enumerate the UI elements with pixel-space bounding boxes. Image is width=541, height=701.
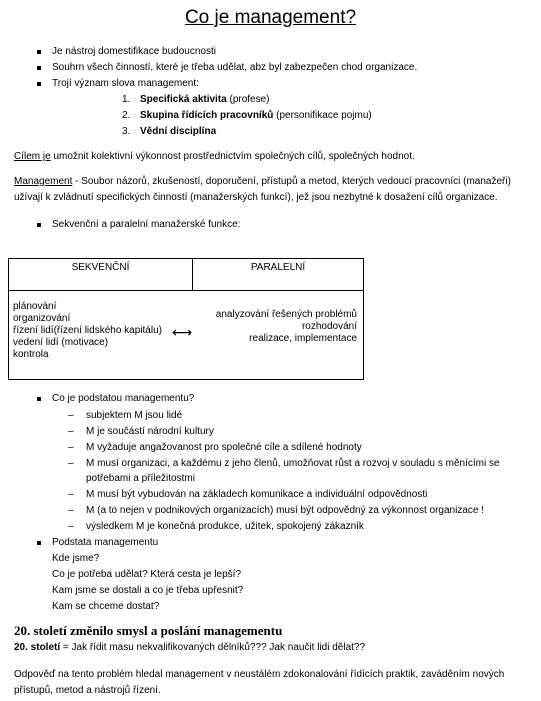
functions-table-body — [9, 291, 364, 380]
sequential-item: řízení lidí(řízení lidského kapitálu) — [13, 325, 162, 336]
parallel-item: rozhodování — [301, 321, 357, 332]
double-arrow-icon: ⟷ — [172, 324, 193, 340]
sequential-item: plánování — [13, 301, 57, 312]
sequential-item: vedení lidí (motivace) — [13, 337, 109, 348]
answer-line-2: přístupů, metod a nástrojů řízení. — [14, 685, 161, 696]
essence-heading-bullet: Podstata managementu — [52, 537, 159, 548]
functions-table-cell — [9, 291, 364, 380]
parallel-list — [216, 309, 357, 345]
essence-item: – M (a to nejen v podnikových organizacích) musí být odpovědný za výkonnost organizace ! — [86, 504, 484, 517]
definition-text: - Soubor názorů, zkušeností, doporučení, přístupů a metod, kterých vedoucí pracovníci (manažeři) — [72, 176, 511, 187]
functions-table-header — [9, 259, 364, 291]
meaning-item-3 — [122, 125, 217, 138]
essence-item: – výsledkem M je konečná produkce, užitek, spokojený zákazník — [86, 520, 364, 533]
meaning-rest: (personifikace pojmu) — [273, 110, 372, 121]
meaning-number: 2. — [122, 110, 131, 121]
parallel-item: analyzování řešených problémů — [215, 309, 357, 320]
sequential-item: organizování — [13, 313, 71, 324]
parallel-item: realizace, implementace — [249, 333, 357, 344]
page-title: Co je management? — [184, 7, 357, 28]
essence-item: – M musí organizaci, a každému z jeho členů, umožňovat růst a rozvoj v souladu s měnícími se — [86, 457, 500, 470]
century-line — [14, 641, 365, 654]
intro-bullet-2: Souhrn všech činností, které je třeba udělat, abz byl zabezpečen chod organizace. — [52, 62, 418, 73]
parallel-header: PARALELNÍ — [193, 259, 364, 291]
century-heading: 20. století změnilo smysl a poslání managementu — [14, 623, 283, 638]
definition-line-2: užívají k zvládnutí specifických činností (manažerských funkcí), jež jsou nezbytné k dosažení cílů organizace. — [14, 192, 498, 203]
essence-question-line: Kam se chceme dostat? — [52, 601, 160, 612]
meaning-bold: Specifická aktivita — [140, 94, 227, 105]
century-text: = Jak řídit masu nekvalifikovaných dělníků??? Jak naučit lidi dělat?? — [60, 642, 366, 653]
goal-label: Cílem je — [14, 151, 51, 162]
sequential-header: SEKVENČNÍ — [9, 259, 193, 291]
definition-line-1 — [14, 175, 511, 188]
meaning-item-2 — [122, 109, 372, 122]
goal-text: umožnit kolektivní výkonnost prostřednictvím společných cílů, společných hodnot. — [50, 151, 415, 162]
essence-question-line: Kam jsme se dostali a co je třeba upřesnit? — [52, 585, 244, 596]
definition-label: Management — [14, 176, 73, 187]
functions-bullet: Sekvenční a paralelní manažerské funkce: — [52, 219, 241, 230]
goal-paragraph — [14, 150, 415, 163]
essence-item: – subjektem M jsou lidé — [86, 409, 182, 422]
essence-item: – M je součástí národní kultury — [86, 425, 214, 438]
sequential-list — [13, 301, 162, 361]
meaning-number: 3. — [122, 126, 131, 137]
essence-question-line: Co je potřeba udělat? Která cesta je lepší? — [52, 569, 242, 580]
century-label: 20. století — [14, 642, 61, 653]
meaning-bold: Skupina řídících pracovníků — [140, 110, 274, 121]
essence-item-continuation: potřebami a příležitostmi — [86, 473, 195, 484]
meaning-item-1 — [122, 93, 270, 106]
meaning-rest: (profese) — [226, 94, 270, 105]
intro-bullet-1: Je nástroj domestifikace budoucnosti — [52, 46, 216, 57]
answer-line-1: Odpověď na tento problém hledal management v neustálém zdokonalování řídících praktik, zaváděním nových — [14, 669, 505, 680]
essence-item: – M vyžaduje angažovanost pro společné cíle a sdílené hodnoty — [86, 441, 362, 454]
essence-question-line: Kde jsme? — [52, 553, 100, 564]
intro-bullet-3: Trojí význam slova management: — [52, 78, 199, 89]
essence-question-bullet: Co je podstatou managementu? — [52, 393, 195, 404]
functions-table — [8, 258, 364, 380]
meaning-number: 1. — [122, 94, 131, 105]
meaning-bold: Vědní disciplína — [140, 126, 217, 137]
essence-item: – M musí být vybudován na základech komunikace a individuální odpovědnosti — [86, 488, 427, 501]
sequential-item: kontrola — [13, 349, 49, 360]
